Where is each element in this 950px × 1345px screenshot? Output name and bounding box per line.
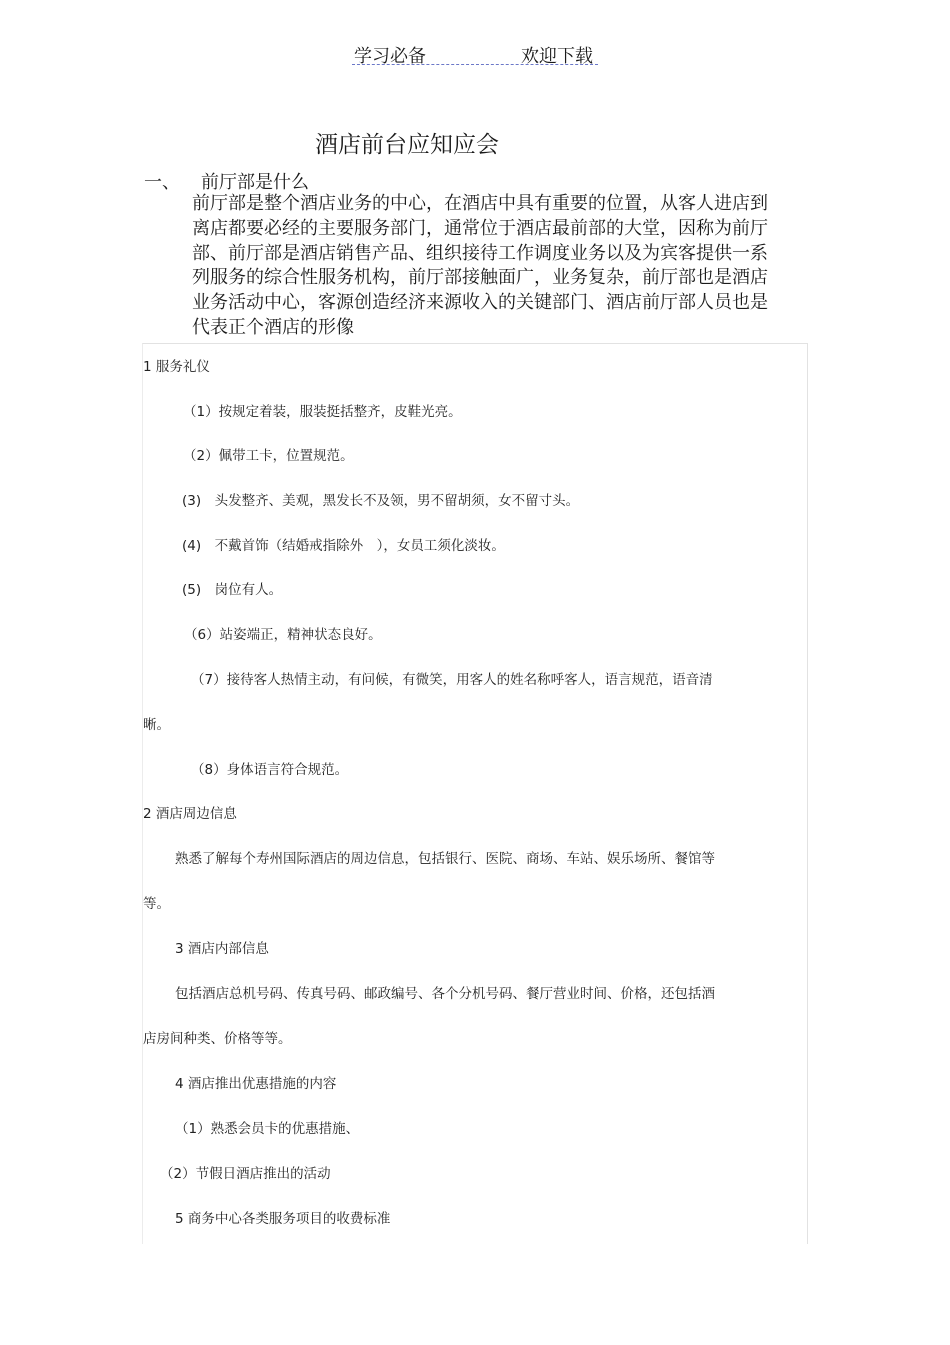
- list-item: (3) 头发整齐、美观，黑发长不及领，男不留胡须，女不留寸头。: [182, 493, 580, 509]
- heading-service-etiquette: 1 服务礼仪: [143, 359, 210, 375]
- intro-line: 离店都要必经的主要服务部门，通常位于酒店最前部的大堂，因称为前厅: [192, 217, 768, 239]
- heading-promotions: 4 酒店推出优惠措施的内容: [175, 1076, 337, 1092]
- list-item: （2）佩带工卡，位置规范。: [183, 448, 354, 464]
- intro-line: 列服务的综合性服务机构，前厅部接触面广，业务复杂，前厅部也是酒店: [192, 267, 768, 289]
- list-item: （7）接待客人热情主动，有问候，有微笑，用客人的姓名称呼客人，语言规范，语音清: [191, 672, 713, 688]
- section-number: 一、: [144, 172, 180, 193]
- list-item: （2）节假日酒店推出的活动: [160, 1166, 331, 1182]
- list-item: （1）熟悉会员卡的优惠措施、: [175, 1121, 360, 1137]
- intro-line: 前厅部是整个酒店业务的中心，在酒店中具有重要的位置，从客人进店到: [192, 193, 768, 214]
- paragraph-line: 熟悉了解每个寿州国际酒店的周边信息，包括银行、医院、商场、车站、娱乐场所、餐馆等: [175, 851, 715, 867]
- paragraph-line: 等。: [143, 896, 170, 912]
- content-frame: [142, 343, 808, 1244]
- intro-line: 代表正个酒店的形像: [192, 316, 354, 338]
- list-item: (5) 岗位有人。: [182, 582, 283, 598]
- heading-internal-info: 3 酒店内部信息: [175, 941, 269, 957]
- header-right-text: 欢迎下载: [521, 46, 593, 67]
- page-title: 酒店前台应知应会: [315, 132, 499, 158]
- intro-line: 业务活动中心，客源创造经济来源收入的关键部门、酒店前厅部人员也是: [192, 292, 768, 314]
- header-dashed-underline: [352, 64, 598, 65]
- list-item: （8）身体语言符合规范。: [191, 762, 349, 778]
- header-left-text: 学习必备: [354, 46, 426, 67]
- heading-business-center: 5 商务中心各类服务项目的收费标准: [175, 1211, 391, 1227]
- list-item: （1）按规定着装，服装挺括整齐，皮鞋光亮。: [183, 404, 462, 420]
- list-item-continuation: 晰。: [143, 717, 170, 733]
- section-title: 前厅部是什么: [201, 172, 309, 193]
- list-item: (4) 不戴首饰（结婚戒指除外 ），女员工须化淡妆。: [182, 538, 505, 554]
- intro-paragraph: [192, 192, 767, 341]
- heading-surroundings: 2 酒店周边信息: [143, 806, 237, 822]
- paragraph-line: 店房间种类、价格等等。: [143, 1031, 292, 1047]
- paragraph-line: 包括酒店总机号码、传真号码、邮政编号、各个分机号码、餐厅营业时间、价格，还包括酒: [175, 986, 715, 1002]
- intro-line: 部、前厅部是酒店销售产品、组织接待工作调度业务以及为宾客提供一系: [192, 242, 768, 264]
- list-item: （6）站姿端正，精神状态良好。: [184, 627, 382, 643]
